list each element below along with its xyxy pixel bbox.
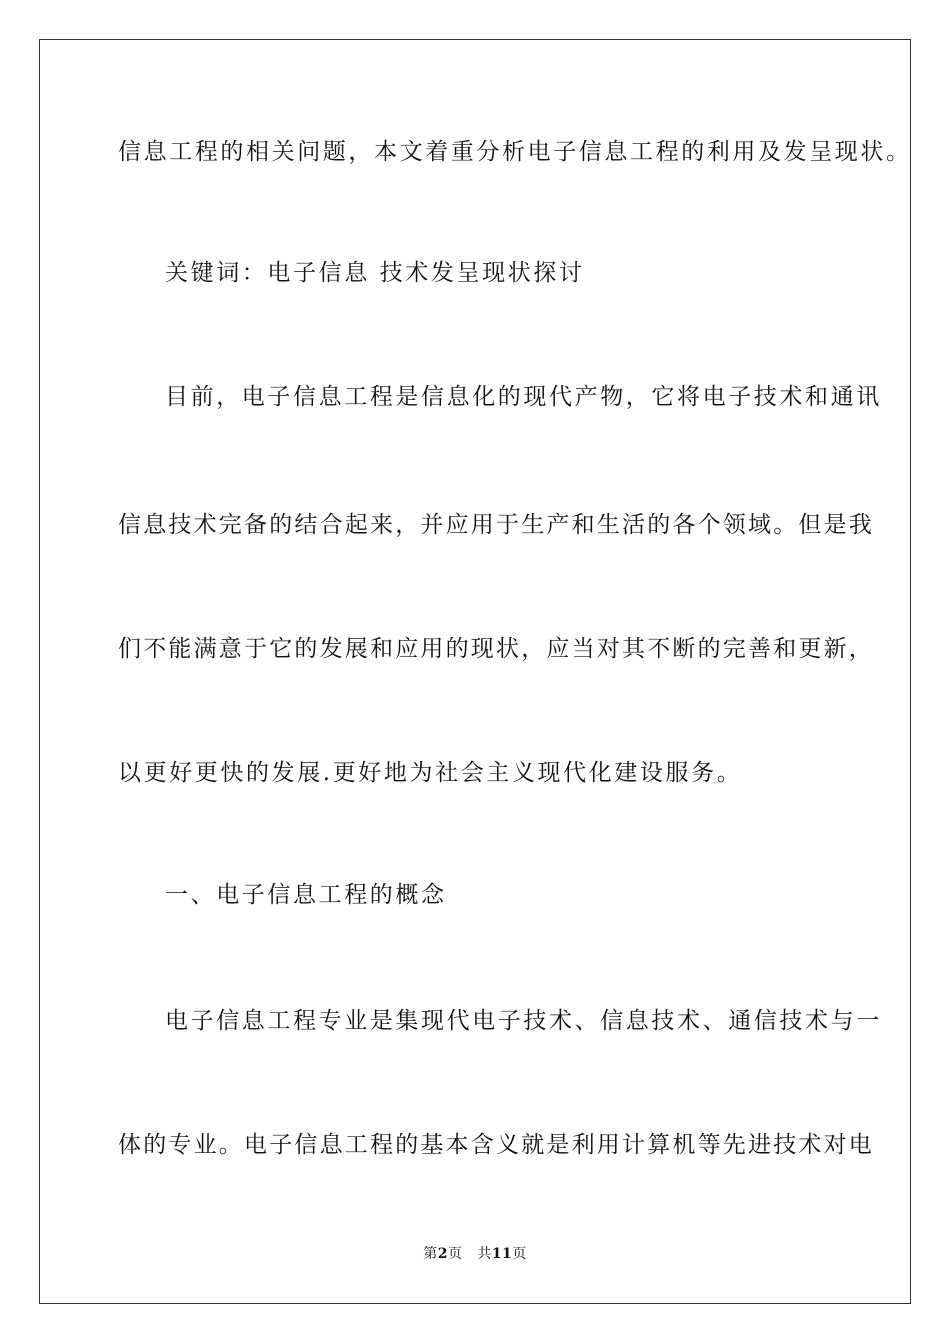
footer-total-suffix: 页 [512, 1246, 527, 1262]
body-text-line-5: 以更好更快的发展.更好地为社会主义现代化建设服务。 [118, 760, 743, 786]
body-text-line-4: 们不能满意于它的发展和应用的现状，应当对其不断的完善和更新， [118, 636, 874, 662]
footer-current-page: 2 [437, 1246, 448, 1262]
footer-page-suffix: 页 [447, 1246, 463, 1262]
body-text-line-6: 电子信息工程专业是集现代电子技术、信息技术、通信技术与一 [165, 1008, 882, 1034]
body-text-line-2: 目前，电子信息工程是信息化的现代产物，它将电子技术和通讯 [165, 384, 882, 410]
footer-total-prefix: 共 [477, 1246, 492, 1262]
page-footer [0, 1244, 950, 1264]
keywords-line: 关键词：电子信息 技术发呈现状探讨 [165, 260, 585, 286]
page-border [39, 39, 911, 1304]
body-text-line-3: 信息技术完备的结合起来，并应用于生产和生活的各个领域。但是我 [118, 512, 874, 538]
footer-total-pages: 11 [491, 1246, 513, 1262]
body-text-line-7: 体的专业。电子信息工程的基本含义就是利用计算机等先进技术对电 [118, 1132, 874, 1158]
section-heading: 一、电子信息工程的概念 [165, 882, 447, 908]
body-text-line-1: 信息工程的相关问题，本文着重分析电子信息工程的利用及发呈现状。 [118, 139, 912, 165]
footer-page-prefix: 第 [423, 1246, 438, 1262]
